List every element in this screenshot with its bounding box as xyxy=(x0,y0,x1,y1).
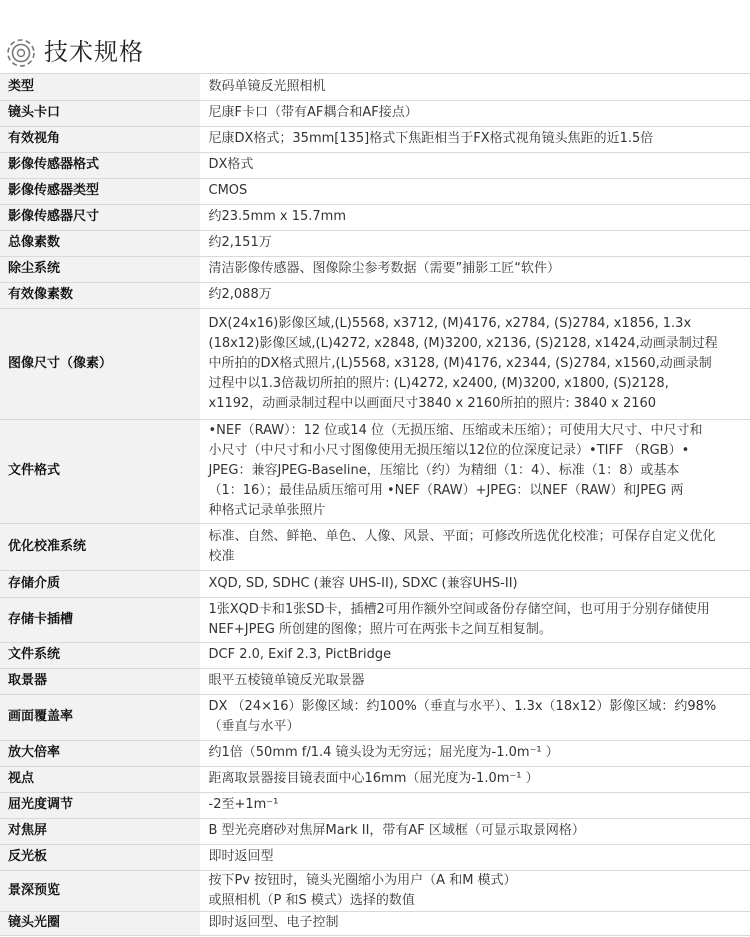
spec-value: •NEF（RAW）：12 位或14 位（无损压缩、压缩或未压缩）；可使用大尺寸、中尺寸和 小尺寸（中尺寸和小尺寸图像使用无损压缩以12位的位深度记录）•TIFF （RGB）• JPEG：兼容JPEG-Baseline，压缩比（约）为精细（1：4）、标准（1：8）或基本 （1：16）；最佳品质压缩可用 •NEF（RAW）+JPEG：以NEF（RAW）和JPEG 两 种格式记录单张照片 xyxy=(200,419,750,523)
spec-value: CMOS xyxy=(200,178,750,204)
gear-icon xyxy=(6,38,36,68)
spec-value: XQD, SD, SDHC (兼容 UHS-II), SDXC (兼容UHS-II) xyxy=(200,570,750,597)
spec-label: 存储介质 xyxy=(0,570,200,597)
spec-value: DX格式 xyxy=(200,152,750,178)
spec-value: 约2,088万 xyxy=(200,282,750,308)
spec-value: DX （24×16）影像区域：约100%（垂直与水平）、1.3x（18x12）影像区域：约98% （垂直与水平） xyxy=(200,694,750,740)
spec-label: 反光板 xyxy=(0,844,200,870)
spec-value: 数码单镜反光照相机 xyxy=(200,74,750,100)
spec-value: 眼平五棱镜单镜反光取景器 xyxy=(200,668,750,694)
spec-row xyxy=(0,126,750,152)
spec-row xyxy=(0,523,750,570)
spec-row xyxy=(0,100,750,126)
spec-row xyxy=(0,818,750,844)
spec-value: 清洁影像传感器、图像除尘参考数据（需要”捕影工匠“软件） xyxy=(200,256,750,282)
spec-label: 图像尺寸（像素） xyxy=(0,308,200,419)
spec-value: B 型光亮磨砂对焦屏Mark II，带有AF 区域框（可显示取景网格） xyxy=(200,818,750,844)
spec-value: 1张XQD卡和1张SD卡，插槽2可用作额外空间或备份存储空间，也可用于分别存储使用 NEF+JPEG 所创建的图像；照片可在两张卡之间互相复制。 xyxy=(200,597,750,642)
spec-label: 放大倍率 xyxy=(0,740,200,766)
spec-label: 文件格式 xyxy=(0,419,200,523)
spec-value: DX(24x16)影像区域,(L)5568, x3712, (M)4176, x2784, (S)2784, x1856, 1.3x (18x12)影像区域,(L)4272, x2848, (M)3200, x2136, (S)2128, x1424,动画录制过程 中所拍的DX格式照片,(L)5568, x3128, (M)4176, x2344, (S)2784, x1560,动画录制 过程中以1.3倍裁切所拍的照片: (L)4272, x2400, (M)3200, x1800, (S)2128, x1192，动画录制过程中以画面尺寸3840 x 2160所拍的照片: 3840 x 2160 xyxy=(200,308,750,419)
spec-row xyxy=(0,152,750,178)
page-header xyxy=(0,0,750,74)
spec-row xyxy=(0,178,750,204)
spec-label: 类型 xyxy=(0,74,200,100)
spec-value: 距离取景器接目镜表面中心16mm（屈光度为-1.0m⁻¹ ） xyxy=(200,766,750,792)
spec-value: 约2,151万 xyxy=(200,230,750,256)
spec-row xyxy=(0,204,750,230)
spec-row xyxy=(0,230,750,256)
spec-label: 景深预览 xyxy=(0,870,200,911)
spec-row xyxy=(0,308,750,419)
spec-label: 对焦屏 xyxy=(0,818,200,844)
spec-label: 取景器 xyxy=(0,668,200,694)
spec-value: 约1倍（50mm f/1.4 镜头设为无穷远；屈光度为-1.0m⁻¹ ） xyxy=(200,740,750,766)
spec-label: 总像素数 xyxy=(0,230,200,256)
spec-value: 标准、自然、鲜艳、单色、人像、风景、平面；可修改所选优化校准；可保存自定义优化 校准 xyxy=(200,523,750,570)
spec-label: 镜头光圈 xyxy=(0,911,200,935)
spec-label: 文件系统 xyxy=(0,642,200,668)
spec-value: DCF 2.0, Exif 2.3, PictBridge xyxy=(200,642,750,668)
spec-row xyxy=(0,911,750,935)
spec-value: 约23.5mm x 15.7mm xyxy=(200,204,750,230)
spec-label: 影像传感器格式 xyxy=(0,152,200,178)
spec-label: 画面覆盖率 xyxy=(0,694,200,740)
spec-label: 除尘系统 xyxy=(0,256,200,282)
spec-value: 即时返回型、电子控制 xyxy=(200,911,750,935)
spec-row xyxy=(0,694,750,740)
spec-label: 影像传感器类型 xyxy=(0,178,200,204)
spec-row xyxy=(0,844,750,870)
spec-value: -2至+1m⁻¹ xyxy=(200,792,750,818)
spec-row xyxy=(0,740,750,766)
spec-label: 有效像素数 xyxy=(0,282,200,308)
spec-label: 有效视角 xyxy=(0,126,200,152)
spec-row xyxy=(0,256,750,282)
spec-value: 尼康F卡口（带有AF耦合和AF接点） xyxy=(200,100,750,126)
spec-value: 即时返回型 xyxy=(200,844,750,870)
spec-label: 存储卡插槽 xyxy=(0,597,200,642)
spec-row xyxy=(0,597,750,642)
spec-label: 影像传感器尺寸 xyxy=(0,204,200,230)
spec-label: 镜头卡口 xyxy=(0,100,200,126)
spec-table xyxy=(0,74,750,936)
spec-value: 尼康DX格式；35mm[135]格式下焦距相当于FX格式视角镜头焦距的近1.5倍 xyxy=(200,126,750,152)
spec-row xyxy=(0,570,750,597)
spec-row xyxy=(0,282,750,308)
spec-label: 视点 xyxy=(0,766,200,792)
spec-row xyxy=(0,870,750,911)
spec-label: 屈光度调节 xyxy=(0,792,200,818)
spec-row xyxy=(0,766,750,792)
page-title: 技术规格 xyxy=(44,38,144,66)
spec-value: 按下Pv 按钮时，镜头光圈缩小为用户（A 和M 模式） 或照相机（P 和S 模式）选择的数值 xyxy=(200,870,750,911)
spec-row xyxy=(0,419,750,523)
spec-row xyxy=(0,642,750,668)
spec-row xyxy=(0,668,750,694)
spec-row xyxy=(0,792,750,818)
spec-row xyxy=(0,74,750,100)
spec-label: 优化校准系统 xyxy=(0,523,200,570)
